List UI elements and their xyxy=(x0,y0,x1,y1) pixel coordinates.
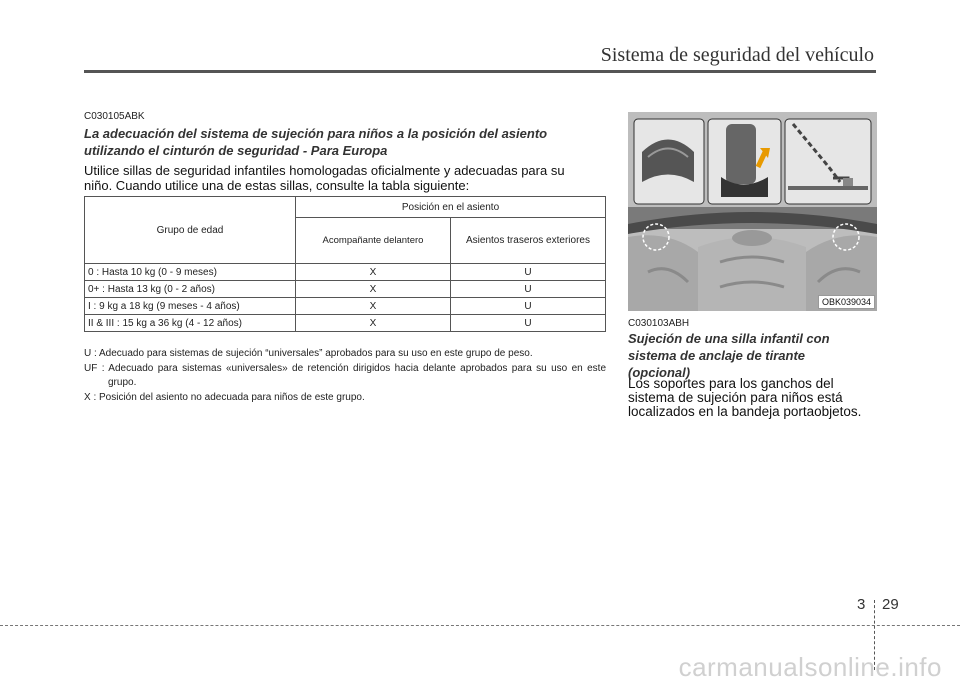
right-heading-line-2: sistema de anclaje de tirante xyxy=(628,348,806,363)
right-section-code: C030103ABH xyxy=(628,318,690,329)
table-row xyxy=(85,281,606,298)
header-rear-outboard: Asientos traseros exteriores xyxy=(451,218,606,264)
cell-rear: U xyxy=(451,315,606,332)
table-row xyxy=(85,298,606,315)
note-uf: UF : Adecuado para sistemas «universales» de retención dirigidos hacia delante aprobados para su uso en este grupo. xyxy=(84,363,606,388)
section-heading xyxy=(84,125,547,159)
watermark: carmanualsonline.info xyxy=(678,652,942,682)
header-seat-position: Posición en el asiento xyxy=(296,197,606,218)
intro-paragraph xyxy=(84,163,606,193)
table-row xyxy=(85,315,606,332)
footer-dashed-rule xyxy=(0,625,960,626)
right-heading-line-3: (opcional) xyxy=(628,365,691,380)
cell-rear: U xyxy=(451,264,606,281)
header-rule xyxy=(84,70,876,73)
cell-rear: U xyxy=(451,281,606,298)
header-front-passenger: Acompañante delantero xyxy=(296,218,451,264)
note-x: X : Posición del asiento no adecuada para niños de este grupo. xyxy=(84,392,365,403)
right-section-heading xyxy=(628,330,878,381)
chapter-number: 3 xyxy=(857,596,866,613)
note-u: U : Adecuado para sistemas de sujeción “universales” aprobados para su uso en este grupo de peso. xyxy=(84,348,533,359)
cell-rear: U xyxy=(451,298,606,315)
cell-front: X xyxy=(296,281,451,298)
cell-front: X xyxy=(296,298,451,315)
image-code-label: OBK039034 xyxy=(818,295,875,309)
anchor-illustration xyxy=(628,112,877,311)
section-heading-line-2: utilizando el cinturón de seguridad - Para Europa xyxy=(84,143,388,158)
rear-shelf-illustration xyxy=(628,112,877,311)
cell-group: I : 9 kg a 18 kg (9 meses - 4 años) xyxy=(85,298,296,315)
page-header-title: Sistema de seguridad del vehículo xyxy=(600,44,874,66)
right-body-paragraph xyxy=(628,377,878,419)
intro-line-2: niño. Cuando utilice una de estas sillas, consulte la tabla siguiente: xyxy=(84,178,470,193)
right-body-line-1: Los soportes para los ganchos del xyxy=(628,376,834,391)
suitability-table xyxy=(84,196,606,332)
cell-group: II & III : 15 kg a 36 kg (4 - 12 años) xyxy=(85,315,296,332)
legend-notes xyxy=(84,347,606,406)
right-heading-line-1: Sujeción de una silla infantil con xyxy=(628,331,830,346)
cell-front: X xyxy=(296,264,451,281)
cell-group: 0+ : Hasta 13 kg (0 - 2 años) xyxy=(85,281,296,298)
right-body-line-3: localizados en la bandeja portaobjetos. xyxy=(628,404,862,419)
section-heading-line-1: La adecuación del sistema de sujeción para niños a la posición del asiento xyxy=(84,126,548,141)
right-body-line-2: sistema de sujeción para niños está xyxy=(628,390,843,405)
intro-line-1: Utilice sillas de seguridad infantiles homologadas oficialmente y adecuadas para su xyxy=(84,163,565,178)
cell-front: X xyxy=(296,315,451,332)
header-age-group: Grupo de edad xyxy=(85,197,296,264)
cell-group: 0 : Hasta 10 kg (0 - 9 meses) xyxy=(85,264,296,281)
page-number: 29 xyxy=(882,596,899,613)
section-code: C030105ABK xyxy=(84,111,145,122)
table-row xyxy=(85,264,606,281)
